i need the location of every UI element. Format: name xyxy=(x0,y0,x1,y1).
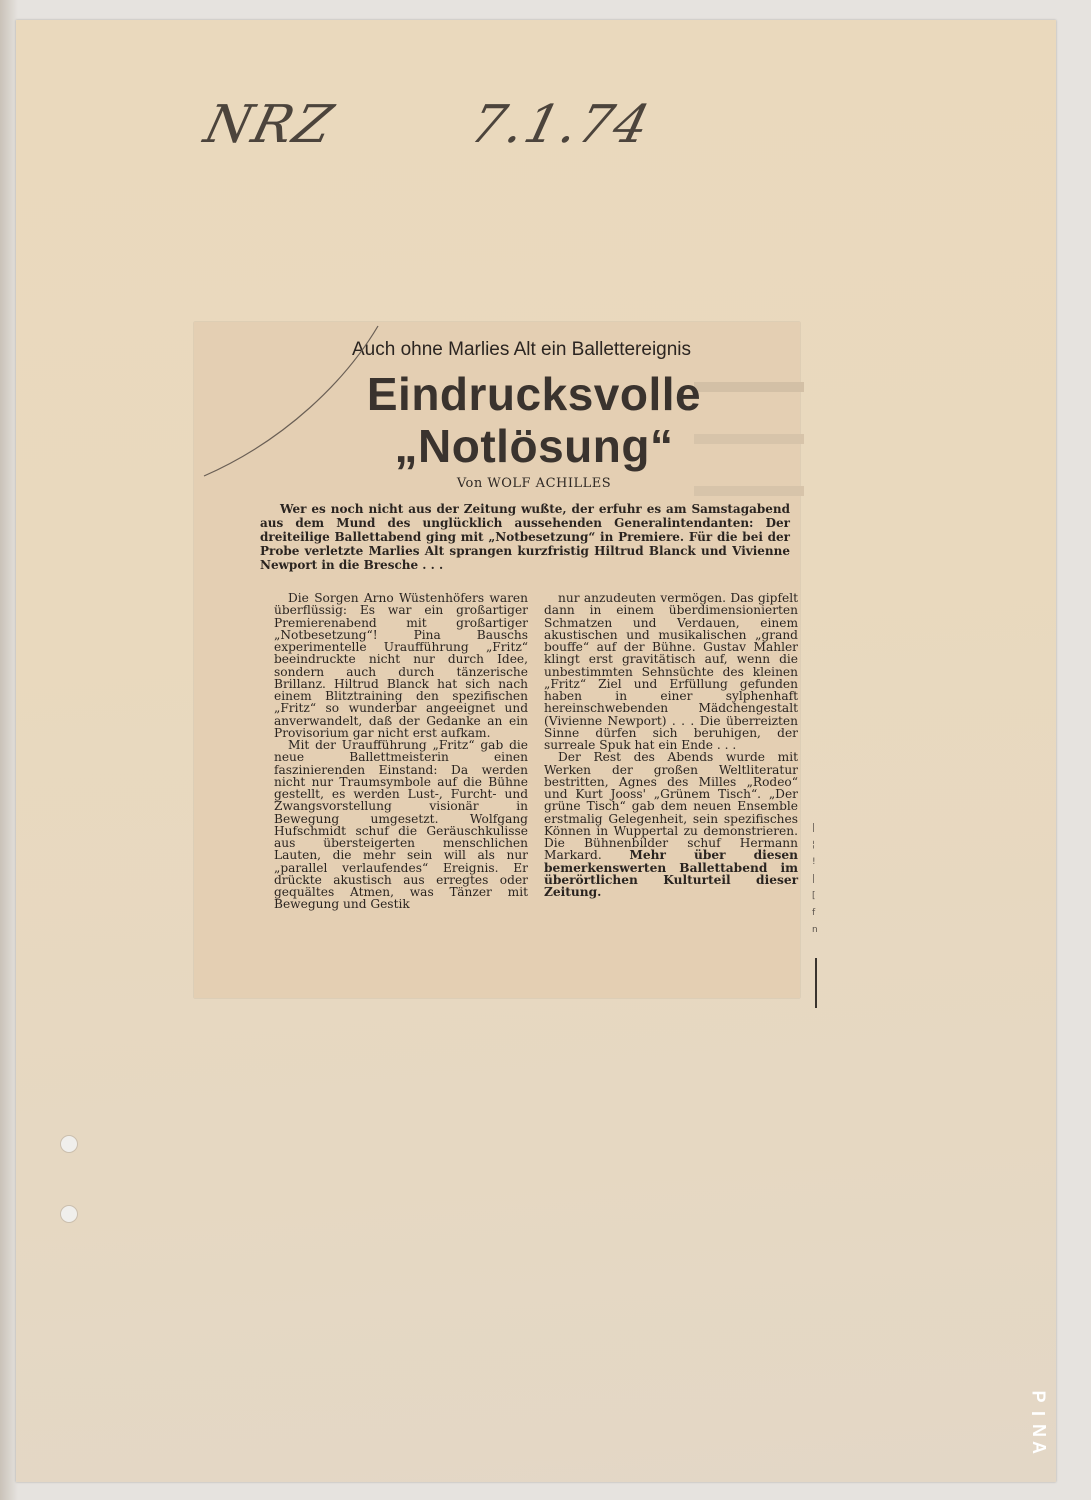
article-paragraph xyxy=(544,751,798,898)
article-headline: Eindrucksvolle xyxy=(366,368,702,420)
logo-letter: P xyxy=(1028,1390,1049,1403)
clipping-edge-mark xyxy=(815,958,817,1008)
article-paragraph: Die Sorgen Arno Wüstenhöfers waren überflüssig: Es war ein großartiger Premierenabend mit großartiger „Notbesetzung“! Pina Bauschs experimentelle Uraufführung „Fritz“ beeindruckte nicht nur durch Idee, sondern auch durch tänzerische Brillanz. Hiltrud Blanck hat sich nach einem Blitztraining den spezifischen „Fritz“ so wunderbar angeeignet und anverwandelt, daß der Gedanke an ein Provisorium gar nicht erst aufkam. xyxy=(274,591,528,740)
article-text-bold: Mehr über diesen bemerkenswerten Ballettabend im überörtlichen Kulturteil dieser Zeitung. xyxy=(544,848,798,899)
adjacent-column-edge: | ¦ ! | [ f n xyxy=(812,823,818,935)
article-byline: Von WOLF ACHILLES xyxy=(456,476,612,491)
article-paragraph: nur anzudeuten vermögen. Das gipfelt dann in einem überdimensionierten Schmatzen und Verdauen, einem akustischen und musikalischen „grand bouffe“ auf der Bühne. Gustav Mahler klingt erst gravitätisch auf, wenn die unbestimmten Sehnsüchte des kleinen „Fritz“ Ziel und Erfüllung gefunden haben in einer sylphenhaft hereinschwebenden Mädchengestalt (Vivienne Newport) . . . Die überreizten Sinne dürfen sich beruhigen, der surreale Spuk hat ein Ende . . . xyxy=(544,591,798,752)
article-headline: „Notlösung“ xyxy=(394,420,674,472)
article-lead: Wer es noch nicht aus der Zeitung wußte, der erfuhr es am Samstagabend aus dem Mund des unglücklich aussehenden Generalintendanten: Der dreiteilige Ballettabend ging mit „Notbesetzung“ in Premiere. Für die bei der Probe verletzte Marlies Alt sprangen kurzfristig Hiltrud Blanck und Vivienne Newport in die Bresche . . . xyxy=(260,502,790,572)
article-text: Der Rest des Abends wurde mit Werken der großen Weltliteratur bestritten, Agnes des Milles „Rodeo“ und Kurt Jooss' „Grünem Tisch“. „Der grüne Tisch“ gab dem neuen Ensemble erstmalig Gelegenheit, sein spezifisches Können in Wuppertal zu demonstrieren. Die Bühnenbilder schuf Hermann Markard. xyxy=(544,750,798,863)
handwritten-source: NRZ xyxy=(198,95,341,155)
punch-hole xyxy=(60,1135,78,1153)
logo-letter: N xyxy=(1028,1424,1049,1437)
logo-letter: I xyxy=(1028,1410,1049,1417)
handwritten-date: 7.1.74 xyxy=(464,95,657,155)
article-paragraph: Mit der Uraufführung „Fritz“ gab die neue Ballettmeisterin einen faszinierenden Einstand: Da werden nicht nur Traumsymbole auf die Bühne gestellt, es werden Lust-, Furcht- und Zwangsvorstellung visionär in Bewegung umgesetzt. Wolfgang Hufschmidt schuf die Geräuschkulisse aus übersteigerten menschlichen Lauten, die mehr sein will als nur „parallel verlaufendes“ Ereignis. Er drückte akustisch aus erregtes oder gequältes Atmen, was Tänzer mit Bewegung und Gestik xyxy=(274,738,528,912)
article-column-right xyxy=(544,592,798,898)
article-column-left xyxy=(274,592,528,911)
punch-hole xyxy=(60,1205,78,1223)
logo-letter: A xyxy=(1028,1441,1049,1454)
pencil-stroke xyxy=(196,320,386,480)
article-kicker: Auch ohne Marlies Alt ein Ballettereignis xyxy=(352,339,692,360)
pina-logo xyxy=(1024,1388,1052,1456)
